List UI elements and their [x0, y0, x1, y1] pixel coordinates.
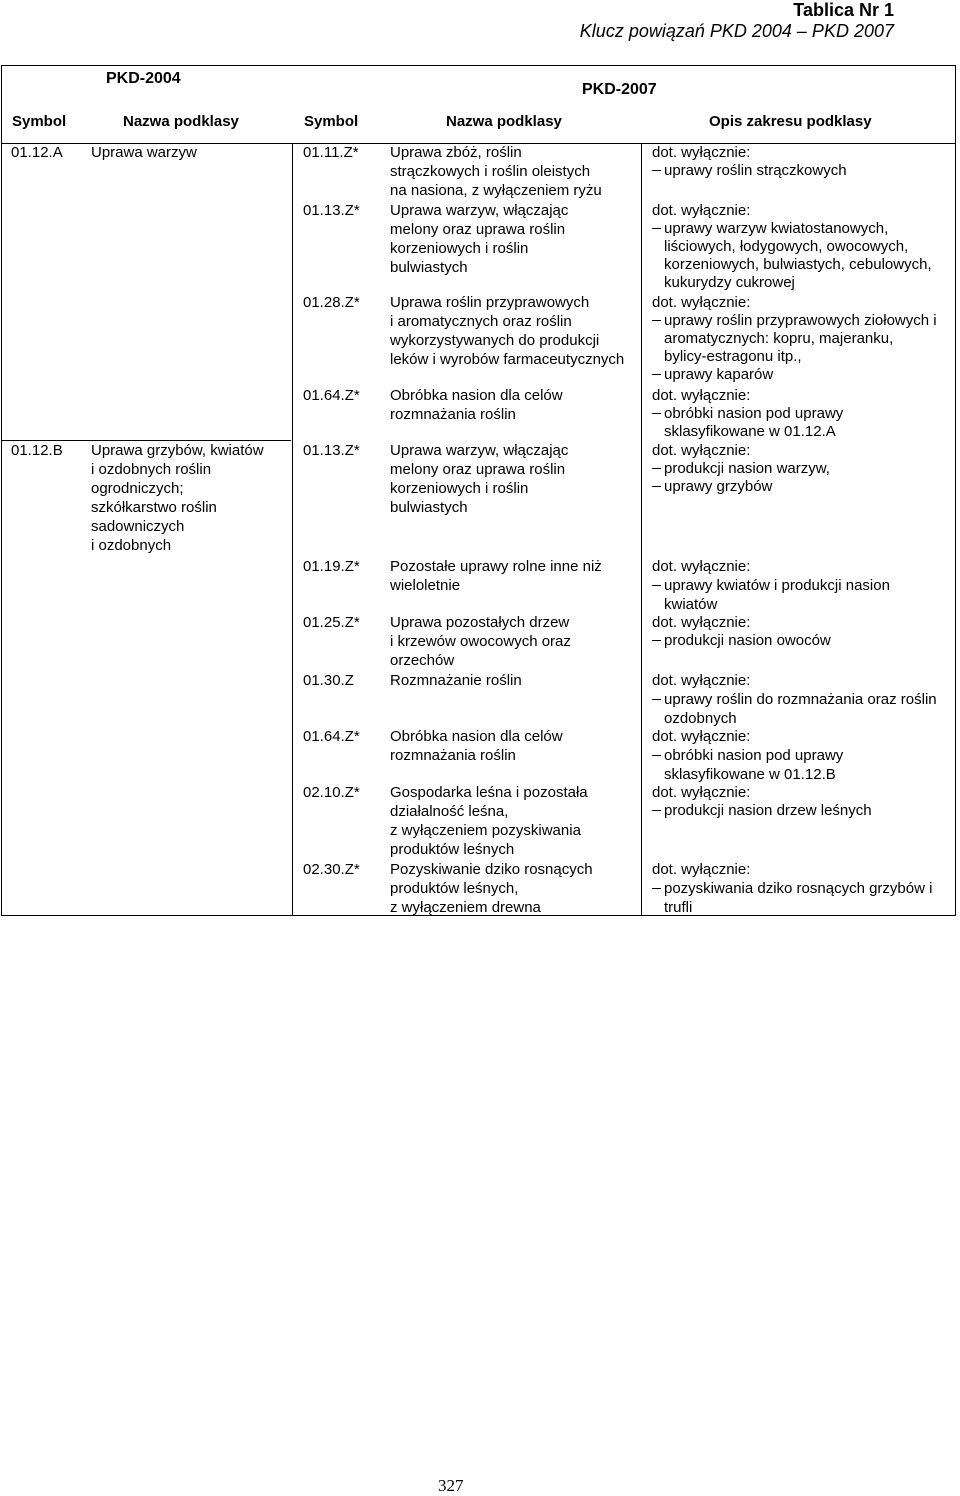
new-name-line-text: wieloletnie	[390, 577, 461, 594]
new-symbol-text: 01.13.Z*	[303, 202, 360, 219]
new-name-line-text: bulwiastych	[390, 259, 468, 276]
new-symbol-text: 01.30.Z	[303, 672, 354, 689]
desc-head-text: dot. wyłącznie:	[652, 442, 751, 459]
old-name-line-text: Uprawa warzyw	[91, 144, 197, 161]
desc-line-text: pozyskiwania dziko rosnących grzybów i	[664, 880, 933, 897]
old-name-line	[91, 441, 264, 460]
new-name-line	[390, 651, 454, 670]
dash-bullet	[652, 170, 661, 171]
new-symbol-text: 01.19.Z*	[303, 558, 360, 575]
new-name-line-text: na nasiona, z wyłączeniem ryżu	[390, 182, 602, 199]
new-symbol-text: 02.10.Z*	[303, 784, 360, 801]
old-name-line-text: ogrodniczych;	[91, 480, 184, 497]
new-name-line	[390, 386, 563, 405]
desc-head-text: dot. wyłącznie:	[652, 861, 751, 878]
desc-line-text: uprawy roślin przyprawowych ziołowych i	[664, 312, 937, 329]
new-symbol	[303, 727, 360, 746]
new-name-line-text: produktów leśnych,	[390, 880, 519, 897]
desc-head	[652, 727, 750, 746]
desc-head	[652, 671, 750, 690]
dash-bullet	[652, 755, 661, 756]
desc-head-text: dot. wyłącznie:	[652, 558, 751, 575]
new-name-line	[390, 879, 518, 898]
new-name-line	[390, 821, 581, 840]
new-symbol	[303, 143, 359, 162]
new-name-line-text: Pozyskiwanie dziko rosnących	[390, 861, 593, 878]
desc-line	[664, 273, 795, 292]
new-name-line	[390, 220, 565, 239]
old-symbol-text: 01.12.B	[11, 442, 63, 459]
desc-line-text: produkcji nasion warzyw,	[664, 460, 830, 477]
desc-head	[652, 860, 750, 879]
new-name-line	[390, 860, 593, 879]
desc-line-text: ozdobnych	[664, 710, 737, 727]
new-name-line-text: leków i wyrobów farmaceutycznych	[390, 351, 625, 368]
desc-line	[652, 879, 932, 898]
new-name-line	[390, 498, 468, 517]
desc-line	[652, 576, 890, 595]
new-name-line-text: Uprawa pozostałych drzew	[390, 614, 570, 631]
desc-head	[652, 201, 750, 220]
new-symbol-text: 01.13.Z*	[303, 442, 360, 459]
new-name-line-text: korzeniowych i roślin	[390, 240, 529, 257]
desc-head-text: dot. wyłącznie:	[652, 202, 751, 219]
desc-line-text: kwiatów	[664, 596, 718, 613]
desc-line	[652, 311, 937, 330]
new-name-line	[390, 783, 588, 802]
new-name-line-text: melony oraz uprawa roślin	[390, 221, 566, 238]
new-name-line	[390, 201, 568, 220]
col-header-symbol-2004: Symbol	[12, 113, 67, 130]
desc-line-text: uprawy roślin do rozmnażania oraz roślin	[664, 691, 937, 708]
new-symbol-text: 01.11.Z*	[303, 144, 359, 161]
desc-line	[652, 459, 830, 478]
desc-line-text: uprawy kwiatów i produkcji nasion	[664, 577, 890, 594]
new-symbol	[303, 783, 360, 802]
old-name-line	[91, 460, 211, 479]
desc-head-text: dot. wyłącznie:	[652, 387, 751, 404]
desc-line	[652, 365, 773, 384]
new-symbol-text: 02.30.Z*	[303, 861, 360, 878]
new-symbol	[303, 671, 354, 690]
desc-head	[652, 783, 750, 802]
desc-head-text: dot. wyłącznie:	[652, 614, 751, 631]
new-symbol	[303, 860, 360, 879]
new-name-line	[390, 632, 571, 651]
desc-line-text: uprawy grzybów	[664, 478, 773, 495]
new-name-line-text: rozmnażania roślin	[390, 747, 516, 764]
new-symbol	[303, 441, 360, 460]
desc-head-text: dot. wyłącznie:	[652, 144, 751, 161]
new-symbol-text: 01.25.Z*	[303, 614, 360, 631]
new-name-line	[390, 239, 528, 258]
old-symbol	[11, 441, 63, 460]
old-name-line	[91, 517, 184, 536]
desc-line	[652, 746, 843, 765]
dash-bullet	[652, 228, 661, 229]
new-name-line	[390, 727, 563, 746]
desc-line-text: uprawy roślin strączkowych	[664, 162, 847, 179]
desc-line	[652, 219, 888, 238]
new-name-line	[390, 746, 516, 765]
old-name-line	[91, 479, 184, 498]
old-name-line-text: i ozdobnych	[91, 537, 172, 554]
desc-line-text: bylicy-estragonu itp.,	[664, 348, 802, 365]
new-name-line-text: korzeniowych i roślin	[390, 480, 529, 497]
col-header-symbol-2007: Symbol	[304, 113, 359, 130]
desc-line-text: uprawy warzyw kwiatostanowych,	[664, 220, 889, 237]
desc-line-text: sklasyfikowane w 01.12.B	[664, 766, 836, 783]
new-name-line	[390, 898, 541, 917]
dash-bullet	[652, 320, 661, 321]
new-name-line	[390, 557, 602, 576]
desc-line-text: sklasyfikowane w 01.12.A	[664, 423, 836, 440]
new-name-line	[390, 613, 569, 632]
desc-line	[652, 161, 847, 180]
desc-line-text: trufli	[664, 899, 693, 916]
desc-line-text: liściowych, łodygowych, owocowych,	[664, 238, 909, 255]
new-name-line-text: melony oraz uprawa roślin	[390, 461, 566, 478]
desc-head-text: dot. wyłącznie:	[652, 784, 751, 801]
desc-line-text: produkcji nasion owoców	[664, 632, 831, 649]
new-name-line	[390, 460, 565, 479]
desc-line-text: obróbki nasion pod uprawy	[664, 405, 844, 422]
desc-line-text: produkcji nasion drzew leśnych	[664, 802, 872, 819]
desc-line	[664, 422, 836, 441]
column-divider-2	[641, 143, 642, 916]
desc-head	[652, 441, 750, 460]
new-symbol	[303, 386, 360, 405]
table-subtitle: Klucz powiązań PKD 2004 – PKD 2007	[579, 21, 894, 41]
new-name-line	[390, 479, 528, 498]
desc-line	[664, 898, 692, 917]
col-header-description: Opis zakresu podklasy	[709, 113, 872, 130]
new-symbol-text: 01.64.Z*	[303, 387, 360, 404]
desc-head	[652, 143, 750, 162]
desc-line-text: uprawy kaparów	[664, 366, 774, 383]
new-symbol	[303, 201, 360, 220]
desc-line	[652, 690, 937, 709]
page-number: 327	[438, 1476, 464, 1495]
column-divider-1	[292, 143, 293, 916]
new-name-line-text: Gospodarka leśna i pozostała	[390, 784, 588, 801]
new-name-line-text: strączkowych i roślin oleistych	[390, 163, 591, 180]
dash-bullet	[652, 413, 661, 414]
new-name-line	[390, 331, 599, 350]
old-name-line	[91, 498, 217, 517]
dash-bullet	[652, 374, 661, 375]
desc-line-text: korzeniowych, bulwiastych, cebulowych,	[664, 256, 932, 273]
new-name-line-text: Obróbka nasion dla celów	[390, 387, 563, 404]
old-name-line-text: i ozdobnych roślin	[91, 461, 212, 478]
new-name-line	[390, 312, 572, 331]
desc-line-text: kukurydzy cukrowej	[664, 274, 795, 291]
desc-head-text: dot. wyłącznie:	[652, 728, 751, 745]
new-name-line-text: Obróbka nasion dla celów	[390, 728, 563, 745]
new-name-line-text: Uprawa roślin przyprawowych	[390, 294, 590, 311]
new-name-line	[390, 181, 602, 200]
dash-bullet	[652, 888, 661, 889]
new-symbol	[303, 613, 360, 632]
dash-bullet	[652, 486, 661, 487]
new-name-line	[390, 405, 516, 424]
desc-line	[664, 347, 802, 366]
desc-line	[652, 631, 831, 650]
new-name-line-text: wykorzystywanych do produkcji	[390, 332, 600, 349]
desc-head-text: dot. wyłącznie:	[652, 672, 751, 689]
new-name-line	[390, 840, 514, 859]
old-name-line-text: sadowniczych	[91, 518, 185, 535]
desc-line-text: aromatycznych: kopru, majeranku,	[664, 330, 894, 347]
old-symbol	[11, 143, 63, 162]
new-name-line-text: orzechów	[390, 652, 455, 669]
dash-bullet	[652, 699, 661, 700]
new-name-line	[390, 293, 589, 312]
desc-head-text: dot. wyłącznie:	[652, 294, 751, 311]
desc-line	[664, 255, 932, 274]
desc-head	[652, 386, 750, 405]
old-name-line	[91, 536, 171, 555]
desc-line	[664, 237, 908, 256]
dash-bullet	[652, 468, 661, 469]
new-symbol	[303, 557, 360, 576]
new-name-line	[390, 671, 522, 690]
desc-head	[652, 613, 750, 632]
new-name-line-text: z wyłączeniem pozyskiwania	[390, 822, 581, 839]
desc-head	[652, 557, 750, 576]
dash-bullet	[652, 585, 661, 586]
desc-line	[652, 801, 872, 820]
old-name-line-text: Uprawa grzybów, kwiatów	[91, 442, 264, 459]
new-symbol-text: 01.64.Z*	[303, 728, 360, 745]
new-name-line	[390, 162, 590, 181]
desc-head	[652, 293, 750, 312]
new-name-line	[390, 802, 508, 821]
new-name-line-text: z wyłączeniem drewna	[390, 899, 541, 916]
desc-line	[664, 329, 893, 348]
new-symbol-text: 01.28.Z*	[303, 294, 360, 311]
new-name-line	[390, 441, 568, 460]
col-header-name-2007: Nazwa podklasy	[446, 113, 562, 130]
old-name-line	[91, 143, 197, 162]
desc-line	[664, 765, 836, 784]
table-number: Tablica Nr 1	[793, 0, 894, 20]
new-name-line-text: działalność leśna,	[390, 803, 509, 820]
new-name-line-text: i aromatycznych oraz roślin	[390, 313, 572, 330]
new-name-line-text: Uprawa warzyw, włączając	[390, 202, 569, 219]
new-name-line	[390, 258, 468, 277]
new-name-line-text: Pozostałe uprawy rolne inne niż	[390, 558, 602, 575]
new-name-line-text: Uprawa zbóż, roślin	[390, 144, 522, 161]
dash-bullet	[652, 810, 661, 811]
new-name-line-text: Uprawa warzyw, włączając	[390, 442, 569, 459]
new-name-line-text: Rozmnażanie roślin	[390, 672, 522, 689]
new-name-line-text: bulwiastych	[390, 499, 468, 516]
dash-bullet	[652, 640, 661, 641]
desc-line	[652, 404, 843, 423]
new-name-line	[390, 576, 460, 595]
desc-line	[664, 595, 717, 614]
new-name-line	[390, 350, 624, 369]
new-name-line-text: produktów leśnych	[390, 841, 515, 858]
new-symbol	[303, 293, 360, 312]
old-symbol-text: 01.12.A	[11, 144, 63, 161]
group-header-pkd2007: PKD-2007	[582, 81, 657, 98]
desc-line	[664, 709, 737, 728]
desc-line-text: obróbki nasion pod uprawy	[664, 747, 844, 764]
old-name-line-text: szkółkarstwo roślin	[91, 499, 217, 516]
new-name-line	[390, 143, 522, 162]
new-name-line-text: i krzewów owocowych oraz	[390, 633, 571, 650]
group-header-pkd2004: PKD-2004	[106, 70, 181, 87]
new-name-line-text: rozmnażania roślin	[390, 406, 516, 423]
desc-line	[652, 477, 772, 496]
col-header-name-2004: Nazwa podklasy	[123, 113, 239, 130]
